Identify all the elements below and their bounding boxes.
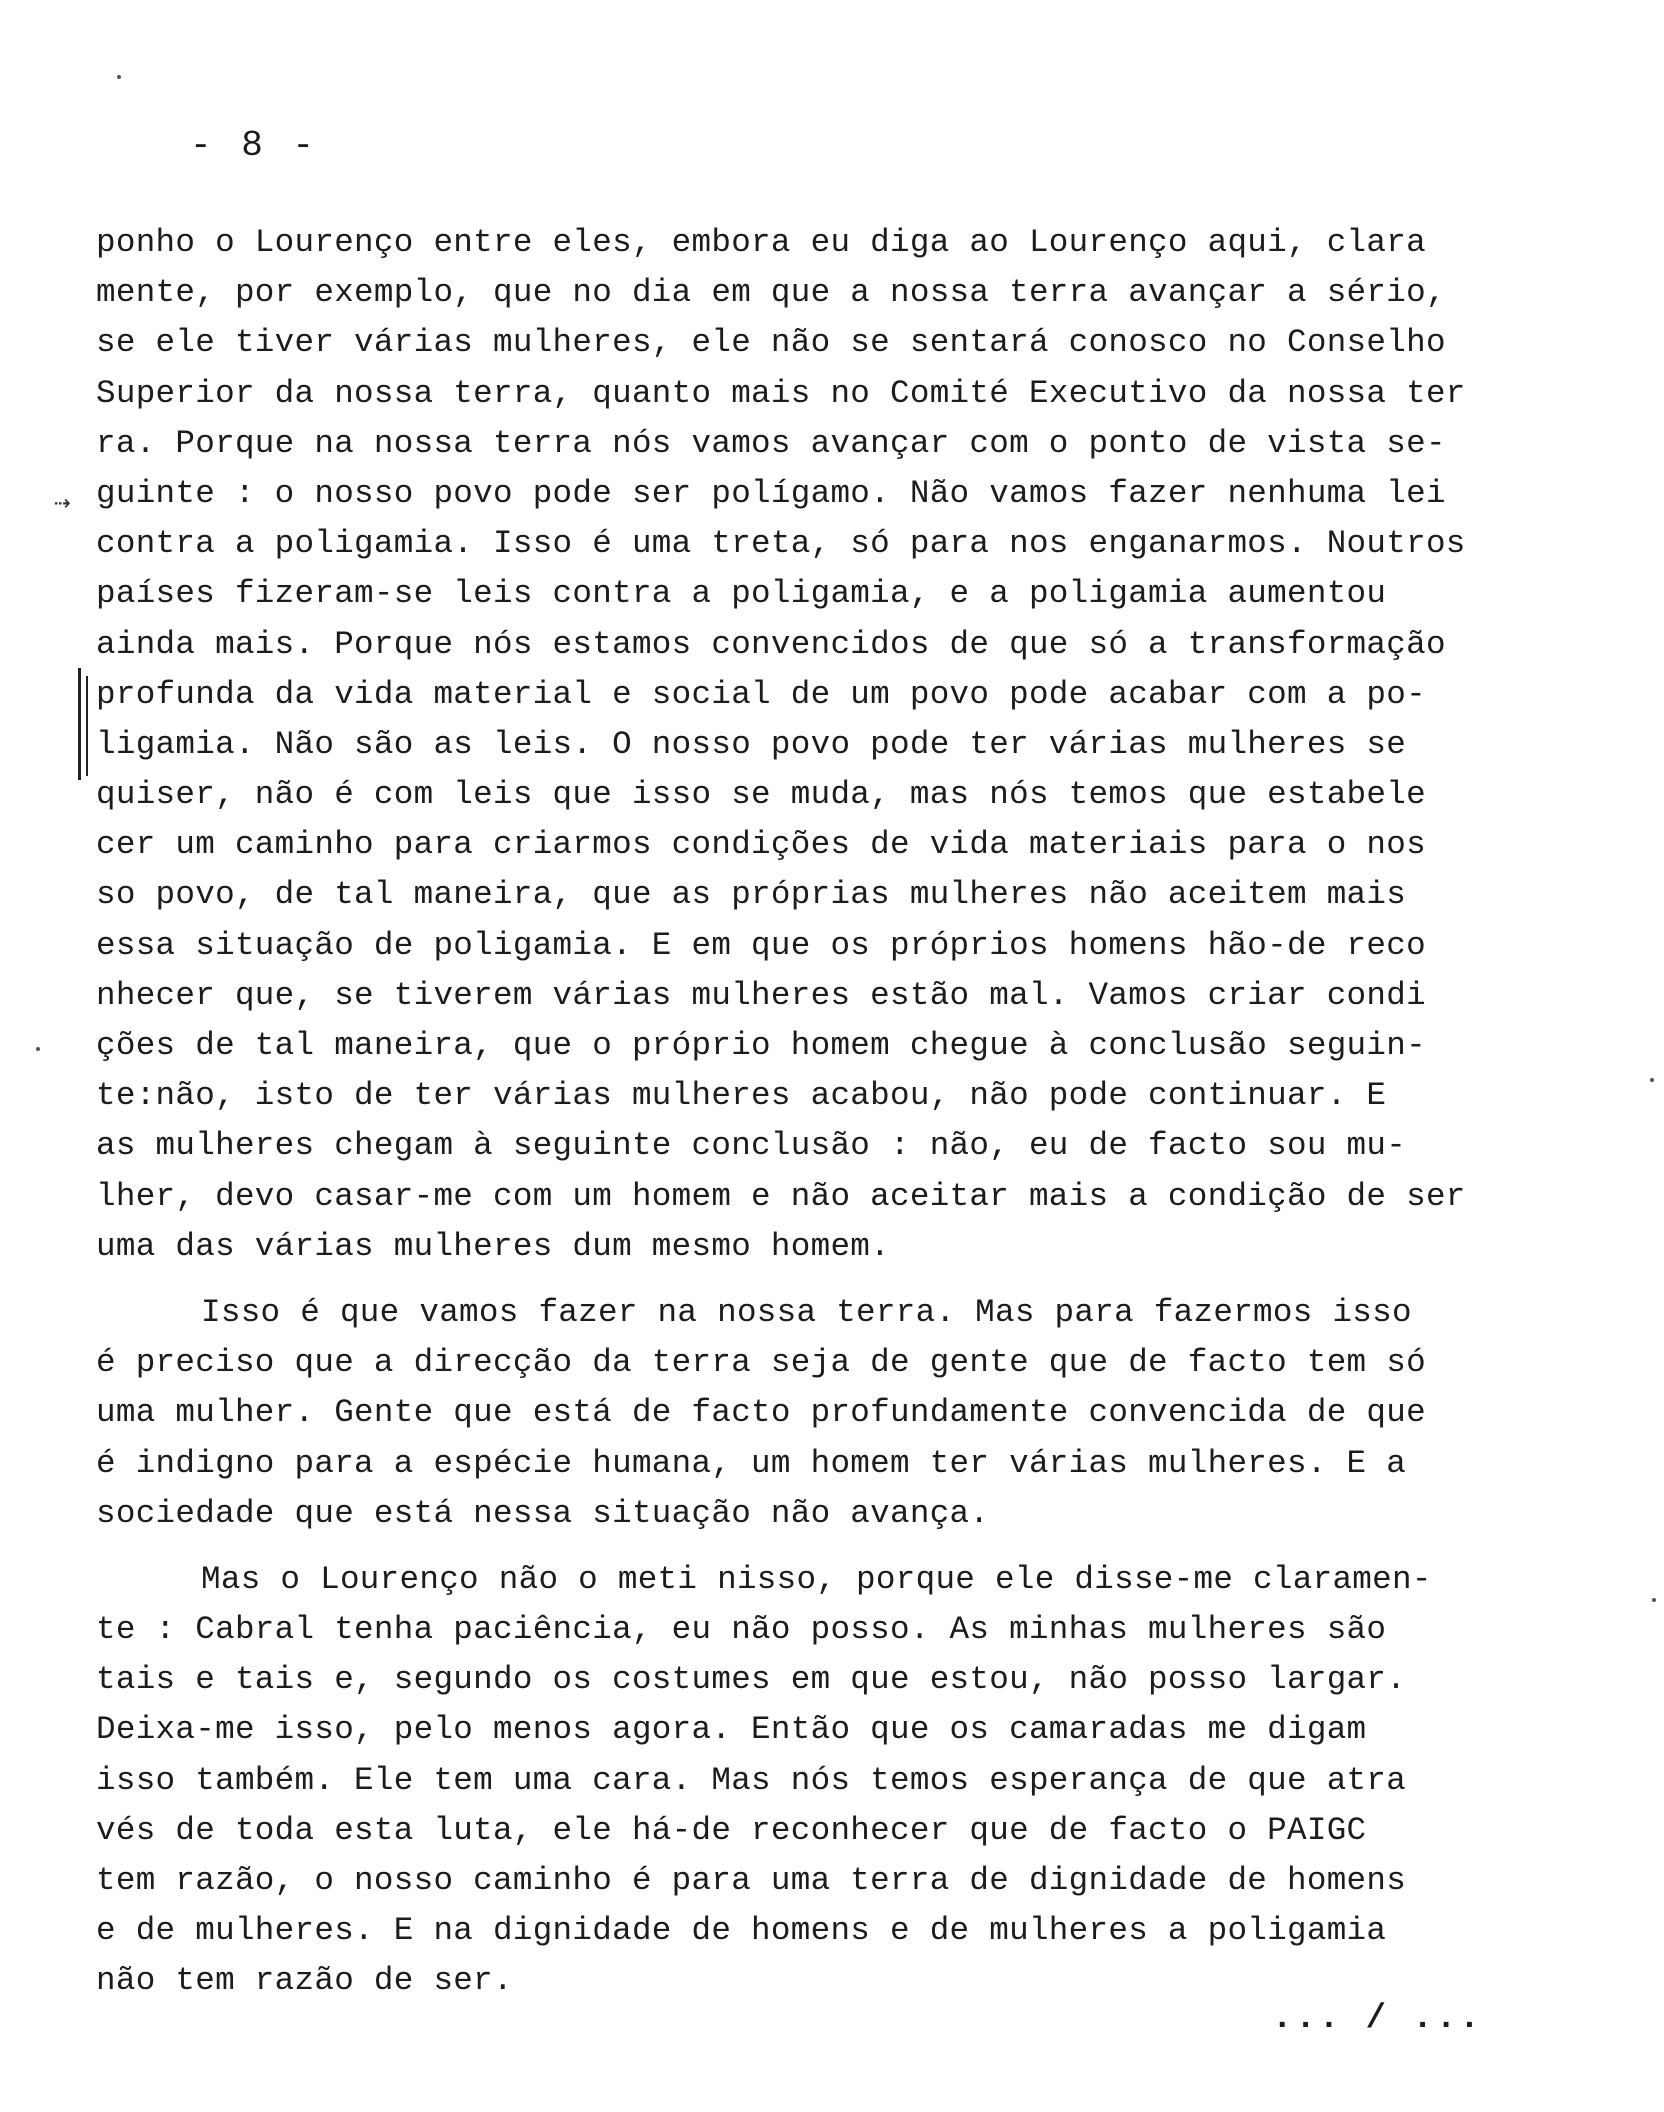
text-line: tem razão, o nosso caminho é para uma terra de dignidade de homens xyxy=(96,1862,1407,1899)
page-number: - 8 - xyxy=(190,125,319,166)
text-line: ligamia. Não são as leis. O nosso povo pode ter várias mulheres se xyxy=(96,725,1407,763)
paragraph-gap xyxy=(96,1539,1496,1555)
text-line: te : Cabral tenha paciência, eu não posso. As minhas mulheres são xyxy=(96,1611,1387,1649)
paragraph xyxy=(96,1288,1496,1539)
text-line: vés de toda esta luta, ele há-de reconhecer que de facto o PAIGC xyxy=(96,1811,1367,1849)
text-line: sociedade que está nessa situação não avança. xyxy=(96,1494,990,1532)
scan-speck xyxy=(1650,1078,1654,1082)
margin-arrow-icon: ⇢ xyxy=(54,489,71,520)
text-line: Superior da nossa terra, quanto mais no Comité Executivo da nossa ter xyxy=(96,374,1466,412)
text-line: Deixa-me isso, pelo menos agora. Então que os camaradas me digam xyxy=(96,1711,1367,1749)
text-line: Mas o Lourenço não o meti nisso, porque ele disse-me claramen- xyxy=(201,1560,1432,1598)
text-line: cer um caminho para criarmos condições de vida materiais para o nos xyxy=(96,826,1426,864)
margin-mark xyxy=(78,668,81,780)
text-line: ainda mais. Porque nós estamos convencidos de que só a transformação xyxy=(96,625,1446,663)
text-line: ra. Porque na nossa terra nós vamos avançar com o ponto de vista se- xyxy=(96,424,1446,462)
paragraph-gap xyxy=(96,1272,1496,1288)
text-line: lher, devo casar-me com um homem e não aceitar mais a condição de ser xyxy=(96,1177,1466,1215)
text-line: Isso é que vamos fazer na nossa terra. Mas para fazermos isso xyxy=(201,1293,1412,1331)
text-line: uma das várias mulheres dum mesmo homem. xyxy=(96,1227,891,1265)
text-line: é preciso que a direcção da terra seja de gente que de facto tem só xyxy=(96,1344,1426,1382)
text-line: quiser, não é com leis que isso se muda, mas nós temos que estabele xyxy=(96,776,1426,814)
paragraph xyxy=(96,218,1496,1272)
continuation-mark: ... / ... xyxy=(1272,2000,1483,2038)
text-line: se ele tiver várias mulheres, ele não se sentará conosco no Conselho xyxy=(96,324,1446,362)
text-line: uma mulher. Gente que está de facto profundamente convencida de que xyxy=(96,1394,1426,1432)
scan-speck xyxy=(117,75,121,79)
text-line: mente, por exemplo, que no dia em que a nossa terra avançar a sério, xyxy=(96,274,1446,312)
margin-mark xyxy=(86,676,88,776)
text-line: contra a poligamia. Isso é uma treta, só para nos enganarmos. Noutros xyxy=(96,525,1466,563)
scan-speck xyxy=(36,1047,40,1051)
text-line: isso também. Ele tem uma cara. Mas nós temos esperança de que atra xyxy=(96,1761,1407,1799)
text-line: e de mulheres. E na dignidade de homens e de mulheres a poligamia xyxy=(96,1912,1387,1950)
text-line: profunda da vida material e social de um povo pode acabar com a po- xyxy=(96,675,1426,713)
text-line: é indigno para a espécie humana, um homem ter várias mulheres. E a xyxy=(96,1444,1407,1482)
paragraph xyxy=(96,1555,1496,2007)
text-line: países fizeram-se leis contra a poligamia, e a poligamia aumentou xyxy=(96,575,1387,613)
scan-speck xyxy=(1652,1598,1656,1602)
text-line: so povo, de tal maneira, que as próprias mulheres não aceitem mais xyxy=(96,876,1407,914)
text-line: essa situação de poligamia. E em que os próprios homens hão-de reco xyxy=(96,926,1426,964)
text-line: nhecer que, se tiverem várias mulheres estão mal. Vamos criar condi xyxy=(96,976,1426,1014)
text-line: não tem razão de ser. xyxy=(96,1962,513,2000)
body-text xyxy=(96,218,1496,2007)
text-line: te:não, isto de ter várias mulheres acabou, não pode continuar. E xyxy=(96,1077,1387,1115)
text-line: tais e tais e, segundo os costumes em que estou, não posso largar. xyxy=(96,1661,1407,1699)
text-line: ponho o Lourenço entre eles, embora eu diga ao Lourenço aqui, clara xyxy=(96,224,1426,261)
text-line: as mulheres chegam à seguinte conclusão : não, eu de facto sou mu- xyxy=(96,1127,1407,1165)
text-line: guinte : o nosso povo pode ser polígamo. Não vamos fazer nenhuma lei xyxy=(96,474,1446,512)
text-line: ções de tal maneira, que o próprio homem chegue à conclusão seguin- xyxy=(96,1027,1426,1064)
